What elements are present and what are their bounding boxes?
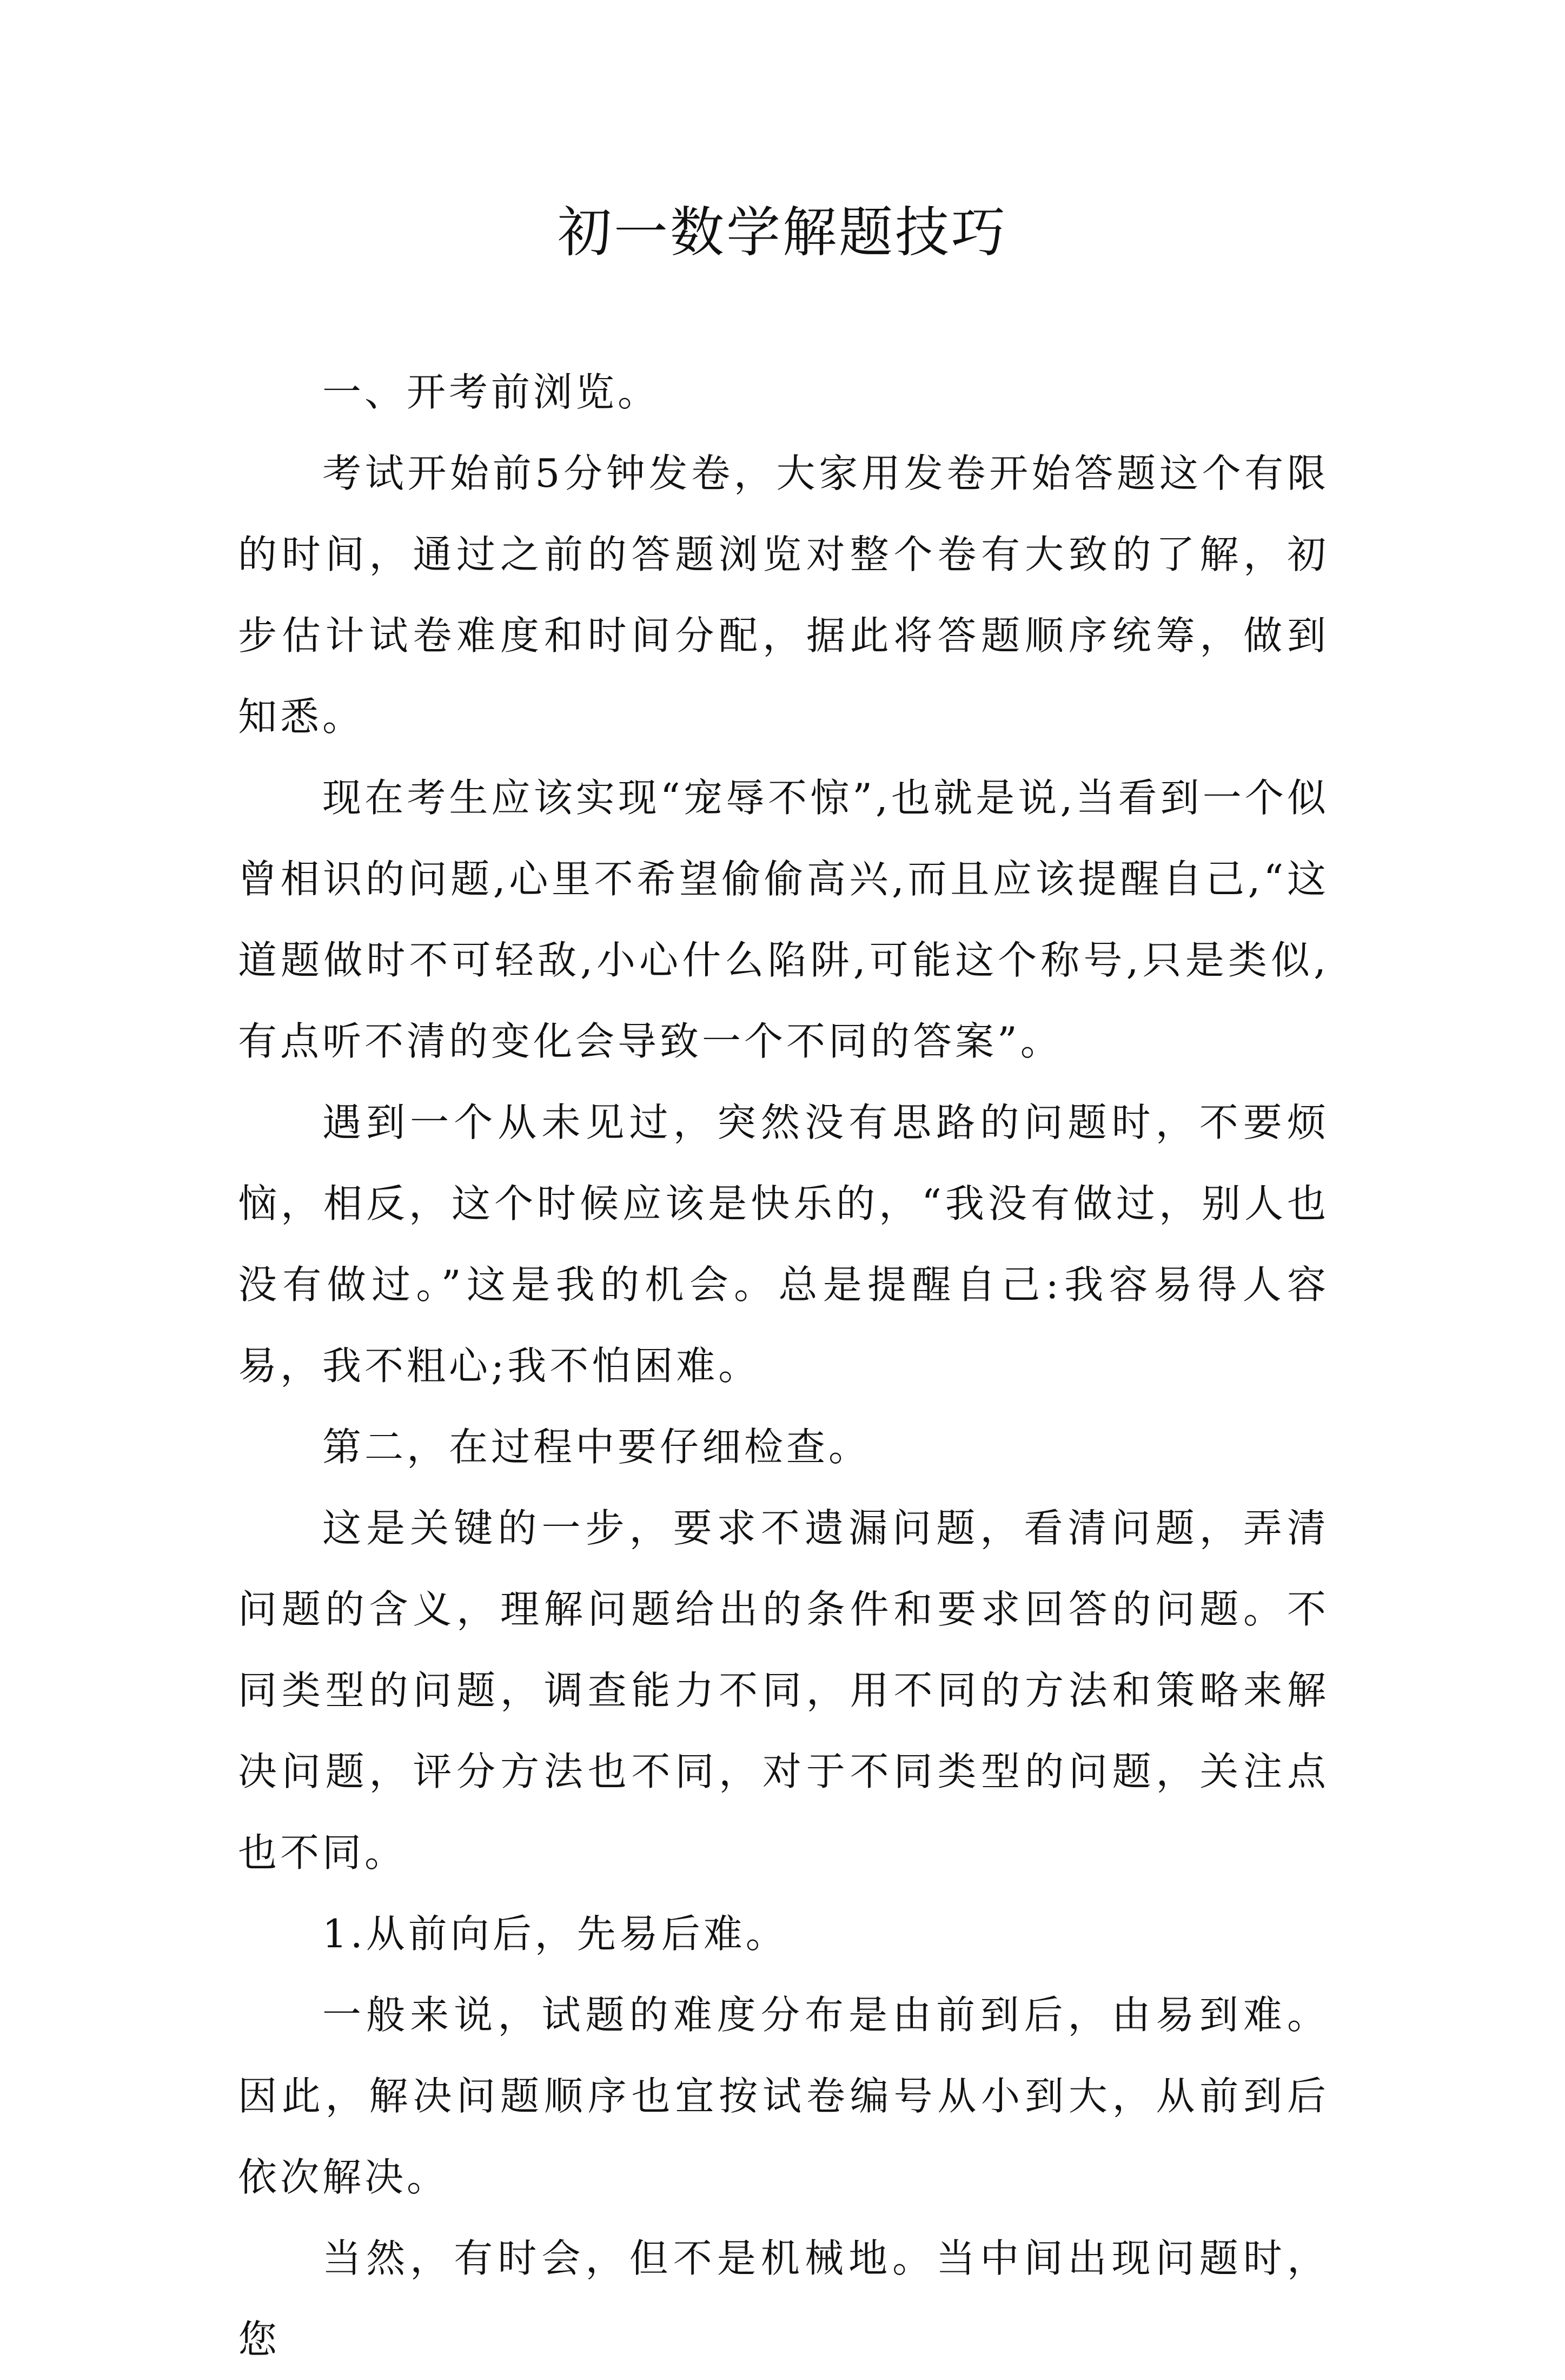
paragraph-8: 一般来说，试题的难度分布是由前到后，由易到难。因此，解决问题顺序也宜按试卷编号从小到大，从前到后依次解决。	[238, 1992, 1329, 2200]
paragraph-1: 一、开考前浏览。	[322, 369, 660, 415]
paragraph-5: 第二，在过程中要仔细检查。	[322, 1424, 871, 1470]
paragraph-7: 1.从前向后，先易后难。	[322, 1911, 788, 1956]
paragraph-6: 这是关键的一步，要求不遗漏问题，看清问题，弄清问题的含义，理解问题给出的条件和要求回答的问题。不同类型的问题，调查能力不同，用不同的方法和策略来解决问题，评分方法也不同，对于不同类型的问题，关注点也不同。	[238, 1505, 1329, 1875]
document-body	[238, 352, 1329, 2380]
paragraph-9: 当然，有时会，但不是机械地。当中间出现问题时，您	[238, 2236, 1329, 2362]
paragraph-4: 遇到一个从未见过，突然没有思路的问题时，不要烦恼，相反，这个时候应该是快乐的，“我没有做过，别人也没有做过。”这是我的机会。总是提醒自己:我容易得人容易，我不粗心;我不怕困难。	[238, 1100, 1329, 1389]
paragraph-2: 考试开始前5分钟发卷，大家用发卷开始答题这个有限的时间，通过之前的答题浏览对整个卷有大致的了解，初步估计试卷难度和时间分配，据此将答题顺序统筹，做到知悉。	[238, 451, 1329, 739]
paragraph-3: 现在考生应该实现“宠辱不惊”,也就是说,当看到一个似曾相识的问题,心里不希望偷偷高兴,而且应该提醒自己,“这道题做时不可轻敌,小心什么陷阱,可能这个称号,只是类似,有点听不清的变化会导致一个不同的答案”。	[238, 775, 1329, 1064]
document-title: 初一数学解题技巧	[558, 201, 1007, 264]
